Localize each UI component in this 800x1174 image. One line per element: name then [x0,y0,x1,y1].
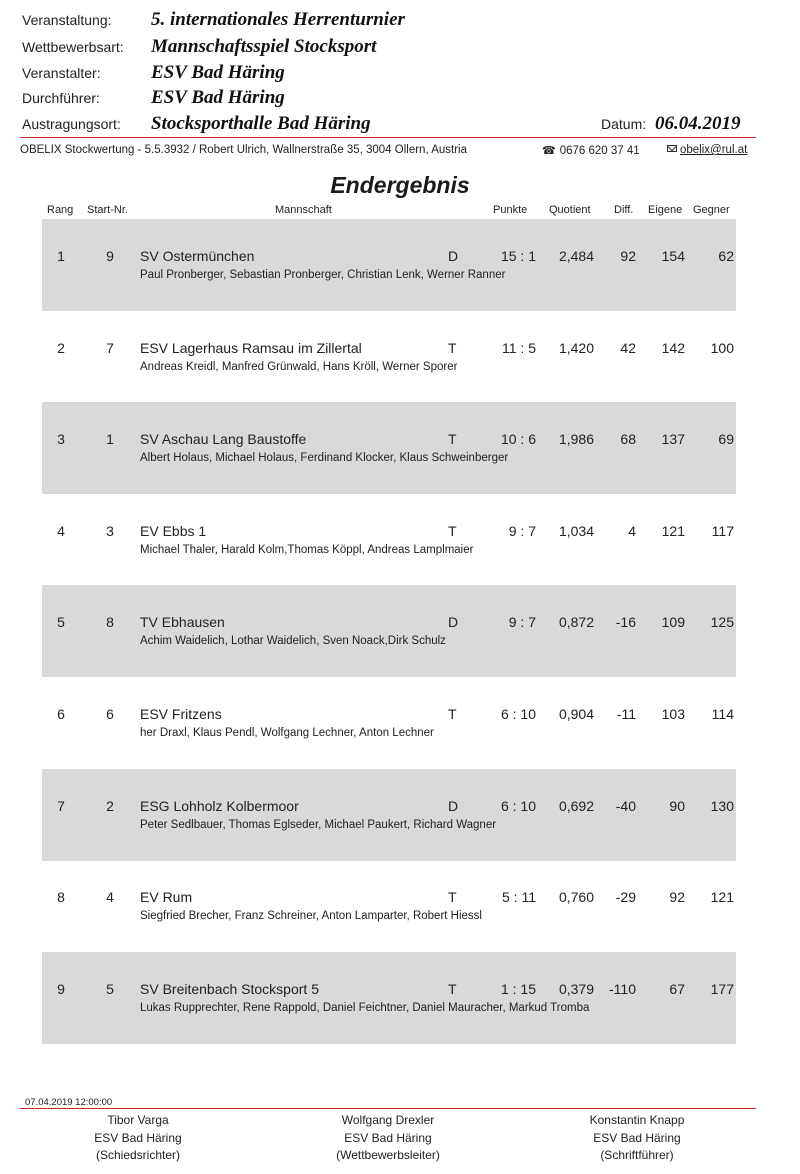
cell-diff: 4 [628,523,636,539]
cell-diff: 68 [620,431,636,447]
signature-referee [38,1112,238,1165]
cell-country: T [448,889,457,905]
email-link[interactable]: obelix@rul.at [680,144,748,156]
cell-rang: 4 [57,523,65,539]
cell-start: 3 [106,523,114,539]
table-row [42,769,736,861]
cell-players: Lukas Rupprechter, Rene Rappold, Daniel Feichtner, Daniel Mauracher, Markud Tromba [140,1002,590,1014]
cell-punkte: 5 : 11 [502,889,536,905]
cell-team: ESG Lohholz Kolbermoor [140,798,299,814]
cell-punkte: 15 : 1 [500,248,536,264]
cell-gegner: 130 [710,798,734,814]
cell-start: 9 [106,248,114,264]
cell-players: Andreas Kreidl, Manfred Grünwald, Hans Kröll, Werner Sporer [140,361,458,373]
cell-rang: 2 [57,340,65,356]
signature-role: (Schriftführer) [600,1148,674,1162]
cell-punkte: 9 : 7 [508,614,536,630]
cell-team: SV Aschau Lang Baustoffe [140,431,307,447]
signature-name: Wolfgang Drexler [341,1113,435,1127]
cell-eigene: 90 [669,798,685,814]
cell-country: T [448,706,457,722]
cell-start: 1 [106,431,114,447]
cell-diff: -11 [616,706,636,722]
cell-diff: -16 [615,614,636,630]
cell-team: TV Ebhausen [140,614,225,630]
value-austragungsort: Stocksporthalle Bad Häring [151,113,371,134]
signature-club: ESV Bad Häring [344,1130,432,1145]
cell-eigene: 154 [661,248,685,264]
cell-diff: 42 [620,340,636,356]
cell-players: Albert Holaus, Michael Holaus, Ferdinand Klocker, Klaus Schweinberger [140,452,509,464]
cell-eigene: 121 [661,523,685,539]
cell-country: D [448,614,459,630]
signature-club: ESV Bad Häring [94,1130,182,1145]
table-row [42,311,736,403]
col-punkte: Punkte [493,204,528,216]
cell-start: 5 [106,981,114,997]
signature-role: (Schiedsrichter) [95,1148,181,1162]
cell-start: 7 [106,340,114,356]
col-rang: Rang [47,204,74,216]
col-quotient: Quotient [549,204,591,216]
cell-eigene: 92 [669,889,685,905]
label-austragungsort: Austragungsort: [22,116,121,132]
cell-punkte: 10 : 6 [500,431,536,447]
cell-players: Achim Waidelich, Lothar Waidelich, Sven Noack,Dirk Schulz [140,635,446,647]
cell-gegner: 121 [710,889,734,905]
cell-punkte: 6 : 10 [500,798,536,814]
signature-role: (Wettbewerbsleiter) [336,1148,440,1162]
envelope-icon [667,145,677,152]
cell-quotient: 0,872 [558,614,594,630]
cell-team: SV Ostermünchen [140,248,255,264]
cell-punkte: 9 : 7 [508,523,536,539]
cell-country: D [448,248,459,264]
col-eigene: Eigene [648,204,683,216]
col-diff: Diff. [614,204,634,216]
cell-team: EV Rum [140,889,193,905]
cell-team: ESV Lagerhaus Ramsau im Zillertal [140,340,362,356]
cell-punkte: 11 : 5 [502,340,536,356]
cell-country: D [448,798,459,814]
cell-players: Siegfried Brecher, Franz Schreiner, Anton Lamparter, Robert Hiessl [140,910,482,922]
cell-gegner: 100 [710,340,734,356]
software-info: OBELIX Stockwertung - 5.5.3932 / Robert Ulrich, Wallnerstraße 35, 3004 Ollern, Austria [20,144,468,156]
footer-divider [20,1108,756,1109]
table-row [42,585,736,677]
cell-gegner: 62 [718,248,734,264]
cell-players: Peter Sedlbauer, Thomas Eglseder, Michael Paukert, Richard Wagner [140,819,497,831]
table-row [42,952,736,1044]
label-veranstalter: Veranstalter: [22,65,101,81]
cell-country: T [448,340,457,356]
value-durchfuehrer: ESV Bad Häring [151,87,285,108]
cell-players: her Draxl, Klaus Pendl, Wolfgang Lechner, Anton Lechner [140,727,434,739]
cell-punkte: 1 : 15 [500,981,536,997]
table-row [42,219,736,311]
cell-start: 8 [106,614,114,630]
signature-competition-leader [288,1112,488,1165]
cell-team: ESV Fritzens [140,706,222,722]
cell-start: 4 [106,889,114,905]
table-row [42,677,736,769]
cell-team: EV Ebbs 1 [140,523,207,539]
cell-quotient: 0,692 [558,798,594,814]
label-veranstaltung: Veranstaltung: [22,12,112,28]
cell-quotient: 0,904 [558,706,594,722]
cell-quotient: 2,484 [558,248,594,264]
cell-rang: 5 [57,614,65,630]
cell-diff: 92 [620,248,636,264]
cell-gegner: 69 [718,431,734,447]
email-info[interactable] [667,144,747,156]
value-wettbewerbsart: Mannschaftsspiel Stocksport [151,36,377,57]
col-gegner: Gegner [693,204,730,216]
label-durchfuehrer: Durchführer: [22,90,100,106]
table-row [42,402,736,494]
print-timestamp: 07.04.2019 12:00:00 [25,1097,113,1108]
cell-rang: 9 [57,981,65,997]
cell-eigene: 137 [661,431,685,447]
date-value: 06.04.2019 [655,113,741,134]
cell-country: T [448,523,457,539]
cell-quotient: 1,986 [558,431,594,447]
cell-rang: 6 [57,706,65,722]
cell-eigene: 67 [669,981,685,997]
cell-rang: 1 [57,248,65,264]
page-title: Endergebnis [330,172,470,198]
cell-rang: 8 [57,889,65,905]
cell-players: Michael Thaler, Harald Kolm,Thomas Köppl, Andreas Lamplmaier [140,544,474,556]
telephone-icon: ☎ [542,145,556,157]
cell-country: T [448,431,457,447]
cell-rang: 7 [57,798,65,814]
cell-players: Paul Pronberger, Sebastian Pronberger, Christian Lenk, Werner Ranner [140,269,506,281]
cell-rang: 3 [57,431,65,447]
cell-eigene: 103 [661,706,685,722]
table-row [42,860,736,952]
cell-quotient: 0,760 [558,889,594,905]
cell-start: 2 [106,798,114,814]
value-veranstalter: ESV Bad Häring [151,62,285,83]
table-row [42,494,736,586]
col-start: Start-Nr. [87,204,128,216]
cell-diff: -40 [615,798,636,814]
cell-punkte: 6 : 10 [500,706,536,722]
signature-secretary [537,1112,737,1165]
cell-gegner: 125 [710,614,734,630]
cell-quotient: 0,379 [558,981,594,997]
phone-number: 0676 620 37 41 [559,145,640,157]
signature-name: Tibor Varga [107,1113,169,1127]
header-divider [20,137,756,138]
cell-quotient: 1,420 [558,340,594,356]
phone-info [542,144,640,157]
cell-team: SV Breitenbach Stocksport 5 [140,981,319,997]
cell-diff: -110 [609,981,636,997]
cell-gegner: 117 [711,523,734,539]
cell-diff: -29 [615,889,636,905]
col-team: Mannschaft [275,204,332,216]
value-veranstaltung: 5. internationales Herrenturnier [151,9,405,30]
cell-gegner: 114 [711,706,734,722]
cell-country: T [448,981,457,997]
cell-quotient: 1,034 [558,523,594,539]
cell-start: 6 [106,706,114,722]
cell-gegner: 177 [710,981,734,997]
cell-eigene: 142 [661,340,685,356]
date-label: Datum: [601,116,647,132]
label-wettbewerbsart: Wettbewerbsart: [22,39,124,55]
signature-club: ESV Bad Häring [593,1130,681,1145]
cell-eigene: 109 [661,614,685,630]
signature-name: Konstantin Knapp [589,1113,685,1127]
